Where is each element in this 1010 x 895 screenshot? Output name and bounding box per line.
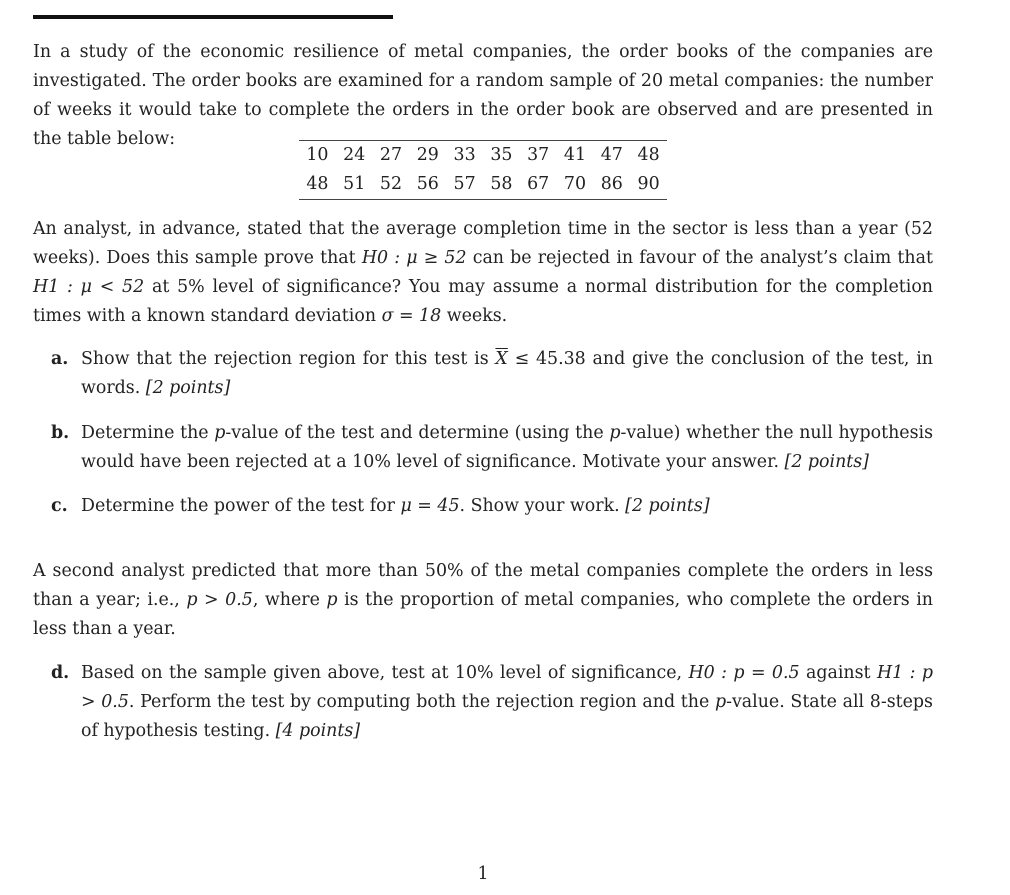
- question-label: d.: [51, 663, 70, 683]
- question-label: c.: [51, 496, 68, 516]
- table-cell: 24: [343, 145, 366, 165]
- question-b: b. Determine the p-value of the test and determine (using the p-value) whether the null hypothesis would have been rejected at a 10% level of significance. Motivate your answer. [2 points]: [33, 419, 933, 477]
- table-cell: 58: [490, 174, 513, 194]
- table-cell: 48: [637, 145, 660, 165]
- table-row: [299, 141, 667, 171]
- sample-mean-symbol: $\overline{X}$: [495, 349, 508, 369]
- table-cell: 35: [490, 145, 513, 165]
- table-cell: 47: [600, 145, 623, 165]
- header-rule: [33, 15, 393, 19]
- table-cell: 41: [563, 145, 587, 165]
- question-d: d. Based on the sample given above, test at 10% level of significance, H0 : p = 0.5 against H1 : p > 0.5. Perform the test by computing both the rejection region and the p-value. State all 8-steps of hypothesis testing. [4 points]: [33, 659, 933, 746]
- points: [2 points]: [784, 452, 869, 472]
- data-table: [299, 140, 667, 200]
- table-cell: 70: [563, 174, 587, 194]
- points: [2 points]: [625, 496, 710, 516]
- question-a: a. Show that the rejection region for this test is $\overline{X} \le 45.38$ and give the conclusion of the test, in words. [2 points]: [33, 345, 933, 403]
- null-hypothesis: H0 : μ ≥ 52: [361, 248, 467, 268]
- sigma-value: σ = 18: [381, 306, 442, 326]
- table-cell: 52: [379, 174, 403, 194]
- table-cell: 51: [343, 174, 366, 194]
- question-label: b.: [51, 423, 70, 443]
- table-cell: 27: [379, 145, 403, 165]
- second-analyst-paragraph: A second analyst predicted that more than 50% of the metal companies complete the orders in less than a year; i.e., p > 0.5, where p is the proportion of metal companies, who complete the orders in less than a year.: [33, 561, 933, 639]
- alternative-hypothesis: H1 : μ < 52: [33, 277, 145, 297]
- table-cell: 33: [453, 145, 476, 165]
- intro-paragraph: In a study of the economic resilience of metal companies, the order books of the companies are investigated. The order books are examined for a random sample of 20 metal companies: the number of weeks it would take to complete the orders in the order book are observed and are presented in the table below:: [33, 42, 933, 149]
- claim-paragraph: An analyst, in advance, stated that the average completion time in the sector is less than a year (52 weeks). Does this sample prove that H0 : μ ≥ 52 can be rejected in favour of the analyst’s claim that H1 : μ < 52 at 5% level of significance? You may assume a normal distribution for the completion times with a known standard deviation σ = 18 weeks.: [33, 219, 933, 326]
- question-c: c. Determine the power of the test for μ = 45. Show your work. [2 points]: [33, 492, 933, 521]
- table-cell: 56: [416, 174, 439, 194]
- page-number: 1: [477, 864, 489, 884]
- table-cell: 86: [600, 174, 623, 194]
- points: [4 points]: [275, 721, 361, 741]
- table-cell: 90: [637, 174, 660, 194]
- table-cell: 48: [306, 174, 329, 194]
- table-cell: 37: [527, 145, 550, 165]
- table-cell: 57: [453, 174, 476, 194]
- table-cell: 10: [306, 145, 329, 165]
- table-cell: 67: [527, 174, 550, 194]
- table-cell: 29: [416, 145, 439, 165]
- table-row: [299, 170, 667, 200]
- points: [2 points]: [145, 378, 231, 398]
- question-label: a.: [51, 349, 69, 369]
